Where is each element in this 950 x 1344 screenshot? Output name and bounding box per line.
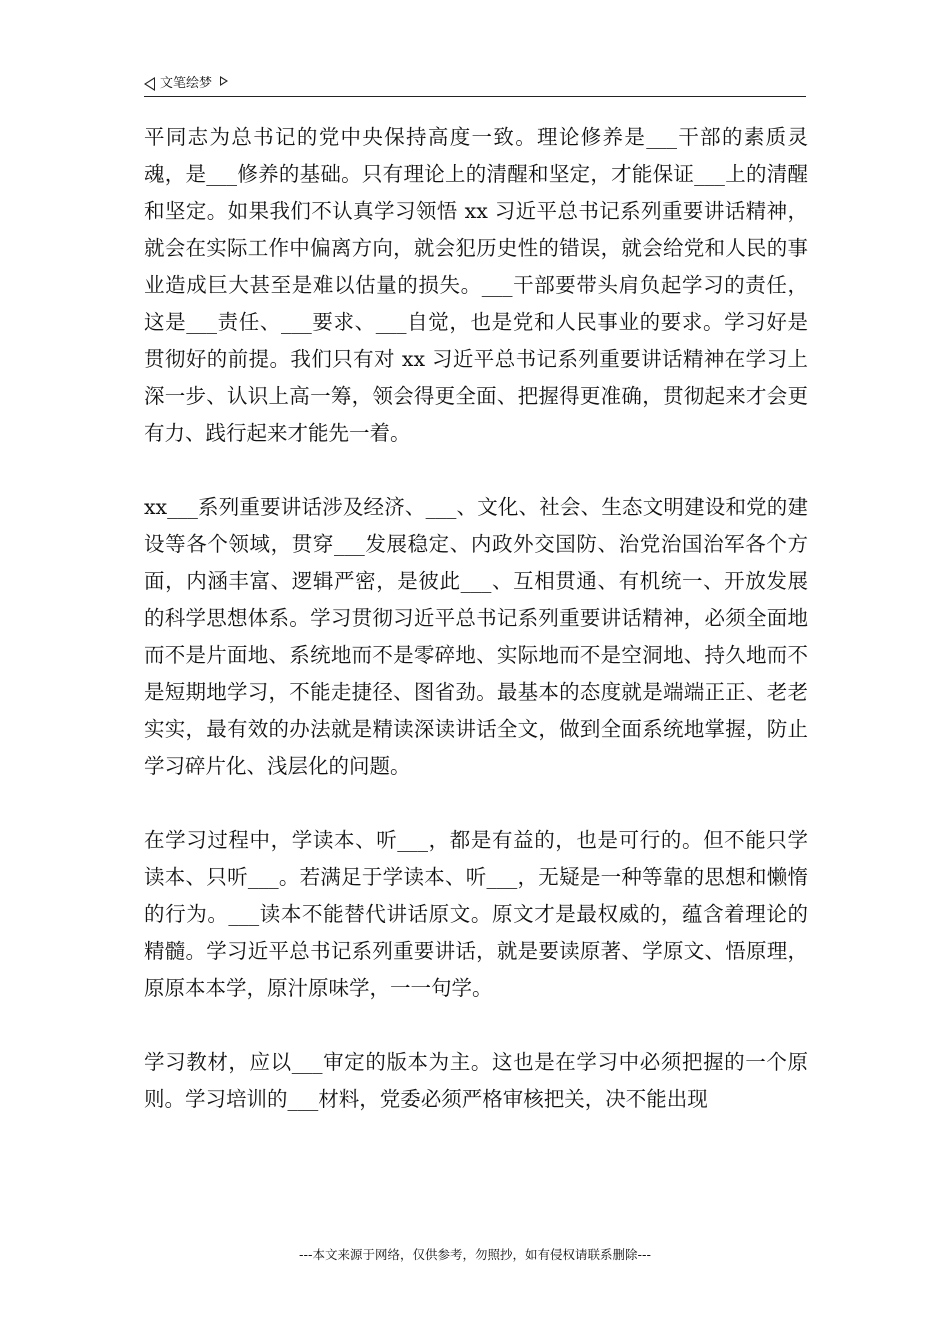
page-header (144, 72, 806, 97)
triangle-right-icon (220, 76, 228, 86)
triangle-left-icon (144, 77, 155, 91)
paragraph-4: 学习教材，应以___审定的版本为主。这也是在学习中必须把握的一个原则。学习培训的___材料，党委必须严格审核把关，决不能出现 (144, 1050, 808, 1111)
page-footer (0, 1246, 950, 1264)
paragraph-2: xx___系列重要讲话涉及经济、___、文化、社会、生态文明建设和党的建设等各个领域，贯穿___发展稳定、内政外交国防、治党治国治军各个方面，内涵丰富、逻辑严密，是彼此___、互相贯通、有机统一、开放发展的科学思想体系。学习贯彻习近平总书记系列重要讲话精神，必须全面地而不是片面地、系统地而不是零碎地、实际地而不是空洞地、持久地而不是短期地学习，不能走捷径、图省劲。最基本的态度就是端端正正、老老实实，最有效的办法就是精读深读讲话全文，做到全面系统地掌握，防止学习碎片化、浅层化的问题。 (144, 495, 808, 778)
paragraph-1: 平同志为总书记的党中央保持高度一致。理论修养是___干部的素质灵魂，是___修养的基础。只有理论上的清醒和坚定，才能保证___上的清醒和坚定。如果我们不认真学习领悟 xx 习近平总书记系列重要讲话精神，就会在实际工作中偏离方向，就会犯历史性的错误，就会给党和人民的事业造成巨大甚至是难以估量的损失。___干部要带头肩负起学习的责任，这是___责任、___要求、___自觉，也是党和人民事业的要求。学习好是贯彻好的前提。我们只有对 xx 习近平总书记系列重要讲话精神在学习上深一步、认识上高一筹，领会得更全面、把握得更准确，贯彻起来才会更有力、践行起来才能先一着。 (144, 125, 808, 445)
footer-notice: ---本文来源于网络，仅供参考，勿照抄，如有侵权请联系删除--- (298, 1247, 652, 1262)
document-body (144, 119, 808, 1155)
header-title: 文笔绘梦 (160, 76, 213, 91)
paragraph-3: 在学习过程中，学读本、听___，都是有益的，也是可行的。但不能只学读本、只听___。若满足于学读本、听___，无疑是一种等靠的思想和懒惰的行为。___读本不能替代讲话原文。原文才是最权威的，蕴含着理论的精髓。学习近平总书记系列重要讲话，就是要读原著、学原文、悟原理，原原本本学，原汁原味学，一一句学。 (144, 828, 808, 1000)
